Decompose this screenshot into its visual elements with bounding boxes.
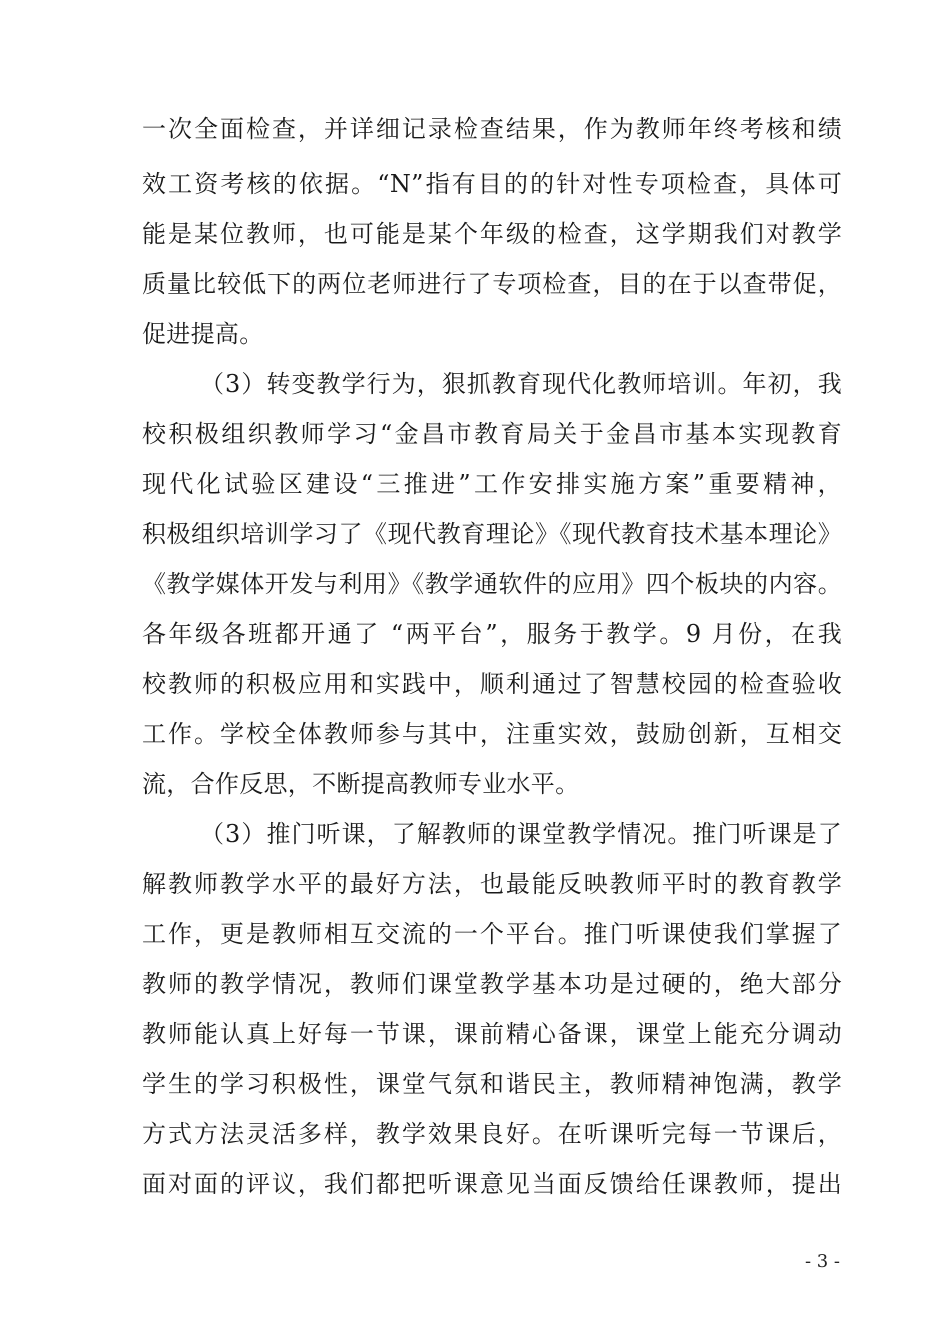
text-line: 解教师教学水平的最好方法，也最能反映教师平时的教育教学 [142, 870, 842, 898]
text-line: 现代化试验区建设“三推进”工作安排实施方案”重要精神， [142, 470, 842, 498]
text-line: 面对面的评议，我们都把听课意见当面反馈给任课教师，提出 [142, 1170, 842, 1198]
text-line: 工作。学校全体教师参与其中，注重实效，鼓励创新，互相交 [142, 720, 842, 748]
text-line: 校教师的积极应用和实践中，顺利通过了智慧校园的检查验收 [142, 670, 842, 698]
text-line: 质量比较低下的两位老师进行了专项检查，目的在于以查带促， [142, 270, 842, 298]
text-line: 教师的教学情况，教师们课堂教学基本功是过硬的，绝大部分 [142, 970, 842, 998]
text-line: 学生的学习积极性，课堂气氛和谐民主，教师精神饱满，教学 [142, 1070, 842, 1098]
text-line: 《教学媒体开发与利用》《教学通软件的应用》四个板块的内容。 [142, 570, 842, 598]
text-line: 能是某位教师，也可能是某个年级的检查，这学期我们对教学 [142, 220, 842, 248]
text-line: 流，合作反思，不断提高教师专业水平。 [142, 770, 580, 798]
text-line: 校积极组织教师学习“金昌市教育局关于金昌市基本实现教育 [142, 420, 842, 448]
paragraph-start-line: （3）推门听课，了解教师的课堂教学情况。推门听课是了 [200, 820, 842, 848]
text-line: 各年级各班都开通了 “两平台”，服务于教学。9 月份，在我 [142, 620, 842, 648]
text-line: 教师能认真上好每一节课，课前精心备课，课堂上能充分调动 [142, 1020, 842, 1048]
text-line: 工作，更是教师相互交流的一个平台。推门听课使我们掌握了 [142, 920, 842, 948]
page-number: - 3 - [804, 1251, 840, 1272]
text-line: 促进提高。 [142, 320, 264, 348]
text-line: 积极组织培训学习了《现代教育理论》《现代教育技术基本理论》 [142, 520, 842, 548]
paragraph-start-line: （3）转变教学行为，狠抓教育现代化教师培训。年初，我 [200, 370, 842, 398]
text-line: 方式方法灵活多样，教学效果良好。在听课听完每一节课后， [142, 1120, 842, 1148]
text-line: 一次全面检查，并详细记录检查结果，作为教师年终考核和绩 [142, 115, 842, 143]
text-line: 效工资考核的依据。“N”指有目的的针对性专项检查，具体可 [142, 170, 842, 198]
